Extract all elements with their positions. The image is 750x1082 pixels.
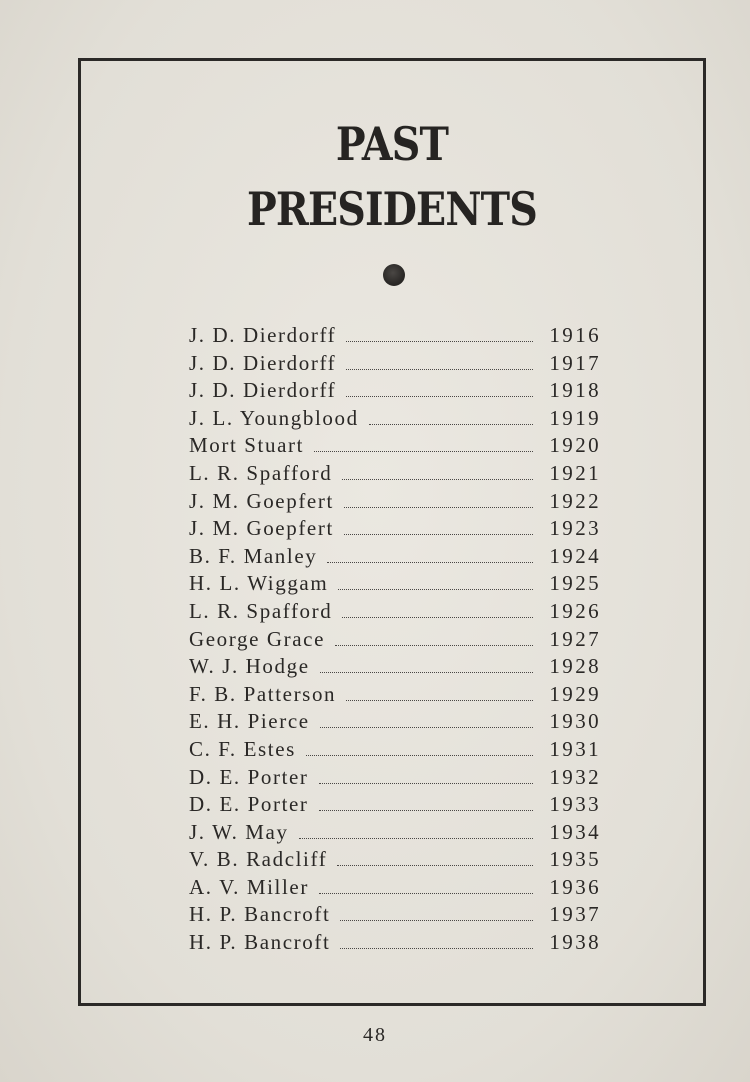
dot-leader [344, 507, 533, 508]
dot-leader [327, 562, 533, 563]
list-item [189, 599, 601, 627]
president-name: J. W. May [189, 819, 289, 844]
dot-leader [340, 920, 533, 921]
president-year: 1928 [549, 654, 601, 679]
president-name: W. J. Hodge [189, 654, 310, 679]
list-item [189, 351, 601, 379]
president-name: A. V. Miller [189, 874, 309, 899]
list-item [189, 571, 601, 599]
president-name: C. F. Estes [189, 736, 296, 761]
president-name: J. D. Dierdorff [189, 350, 337, 375]
dot-leader [369, 424, 533, 425]
list-item [189, 378, 601, 406]
list-item [189, 544, 601, 572]
list-item [189, 516, 601, 544]
list-item [189, 847, 601, 875]
president-year: 1922 [549, 488, 601, 513]
president-name: E. H. Pierce [189, 709, 310, 734]
president-year: 1921 [549, 460, 601, 485]
list-item [189, 875, 601, 903]
dot-leader [346, 700, 533, 701]
list-item [189, 323, 601, 351]
list-item [189, 709, 601, 737]
president-name: H. L. Wiggam [189, 571, 329, 596]
president-name: J. M. Goepfert [189, 516, 334, 541]
president-name: D. E. Porter [189, 792, 309, 817]
president-year: 1920 [549, 433, 601, 458]
dot-leader [346, 341, 533, 342]
list-item [189, 792, 601, 820]
list-item [189, 930, 601, 958]
president-year: 1930 [549, 709, 601, 734]
president-year: 1916 [549, 323, 601, 347]
president-name: D. E. Porter [189, 764, 309, 789]
president-name: F. B. Patterson [189, 681, 337, 706]
dot-leader [346, 396, 533, 397]
president-name: J. M. Goepfert [189, 488, 334, 513]
circle-ornament-icon [383, 264, 405, 286]
dot-leader [319, 893, 533, 894]
dot-leader [340, 948, 533, 949]
dot-leader [299, 838, 533, 839]
president-year: 1938 [549, 930, 601, 955]
page-number: 48 [363, 1024, 387, 1046]
dot-leader [337, 865, 533, 866]
president-name: Mort Stuart [189, 433, 305, 458]
president-year: 1927 [549, 626, 601, 651]
list-item [189, 765, 601, 793]
president-name: George Grace [189, 626, 325, 651]
president-year: 1933 [549, 792, 601, 817]
dot-leader [342, 617, 533, 618]
president-name: L. R. Spafford [189, 460, 333, 485]
president-year: 1932 [549, 764, 601, 789]
president-year: 1919 [549, 405, 601, 430]
dot-leader [335, 645, 533, 646]
dot-leader [319, 783, 533, 784]
president-year: 1925 [549, 571, 601, 596]
list-item [189, 406, 601, 434]
president-name: J. D. Dierdorff [189, 323, 337, 347]
president-name: V. B. Radcliff [189, 847, 328, 872]
dot-leader [314, 451, 533, 452]
president-year: 1937 [549, 902, 601, 927]
president-year: 1935 [549, 847, 601, 872]
past-presidents-list [189, 323, 601, 958]
dot-leader [320, 672, 533, 673]
dot-leader [306, 755, 533, 756]
list-item [189, 461, 601, 489]
list-item [189, 654, 601, 682]
dot-leader [338, 589, 533, 590]
list-item [189, 489, 601, 517]
dot-leader [320, 727, 533, 728]
list-item [189, 433, 601, 461]
list-item [189, 902, 601, 930]
dot-leader [344, 534, 533, 535]
president-name: J. L. Youngblood [189, 405, 359, 430]
president-name: H. P. Bancroft [189, 902, 331, 927]
list-item [189, 627, 601, 655]
page-title-line-2: PRESIDENTS [247, 182, 537, 236]
page-frame [78, 58, 706, 1006]
president-name: L. R. Spafford [189, 598, 333, 623]
president-year: 1929 [549, 681, 601, 706]
dot-leader [346, 369, 533, 370]
dot-leader [342, 479, 533, 480]
president-year: 1934 [549, 819, 601, 844]
president-year: 1926 [549, 598, 601, 623]
list-item [189, 820, 601, 848]
list-item [189, 682, 601, 710]
president-name: H. P. Bancroft [189, 930, 331, 955]
president-name: B. F. Manley [189, 543, 318, 568]
president-name: J. D. Dierdorff [189, 378, 337, 403]
president-year: 1918 [549, 378, 601, 403]
president-year: 1931 [549, 736, 601, 761]
president-year: 1924 [549, 543, 601, 568]
president-year: 1923 [549, 516, 601, 541]
president-year: 1936 [549, 874, 601, 899]
page-title-line-1: PAST [335, 117, 449, 171]
dot-leader [319, 810, 533, 811]
president-year: 1917 [549, 350, 601, 375]
list-item [189, 737, 601, 765]
